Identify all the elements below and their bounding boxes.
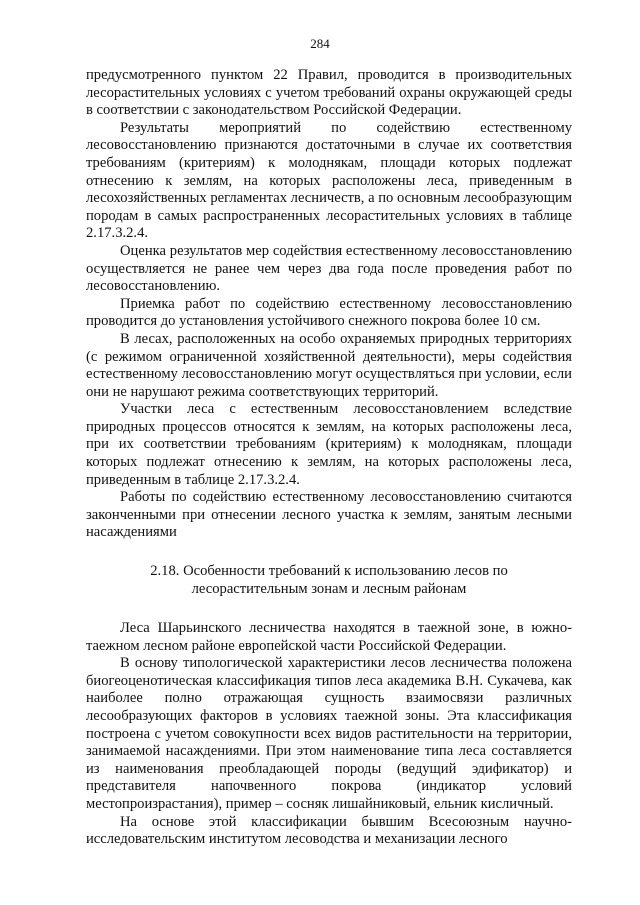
paragraph: Оценка результатов мер содействия естественному лесовосстановлению осуществляется не ранее чем через два года после проведения работ по лесовосстановлению. [86,242,572,295]
section-heading-line-2: лесорастительным зонам и лесным районам [191,581,467,598]
paragraph: Леса Шарьинского лесничества находятся в таежной зоне, в южно-таежном лесном районе европейской части Российской Федерации. [86,620,572,654]
paragraph: На основе этой классификации бывшим Всесоюзным научно-исследовательским институтом лесоводства и механизации лесного [86,813,572,848]
paragraph: В основу типологической характеристики лесов лесничества положена биогеоценотическая классификация типов леса академика В.Н. Сукачева, как наиболее полно отражающая сущность взаимосвязи различных лесообразующих факторов в условиях таежной зоны. Эта классификация построена с учетом совокупности всех видов растительности на территории, занимаемой насаждениями. При этом наименование типа леса составляется из наименования преобладающей породы (ведущий эдификатор) и представителя напочвенного покрова (индикатор условий местопроизрастания), пример – сосняк лишайниковый, ельник кисличный. [86,655,572,812]
page-number: 284 [310,36,330,51]
paragraph: Приемка работ по содействию естественному лесовосстановлению проводится до установления устойчивого снежного покрова более 10 см. [86,295,572,330]
paragraph: Участки леса с естественным лесовосстановлением вследствие природных процессов относятся к землям, на которых расположены леса, при их соответствии требованиям (критериям) к молоднякам, площади которых подлежат отнесению к землям, на которых расположены леса, приведенным в таблице 2.17.3.2.4. [86,401,572,488]
paragraph: Результаты мероприятий по содействию естественному лесовосстановлению признаются достаточными в случае их соответствия требованиям (критериям) к молоднякам, площади которых подлежат отнесению к землям, на которых расположены леса, приведенным в лесохозяйственных регламентах лесничеств, а по основным лесообразующим породам в самых распространенных лесорастительных условиях в таблице 2.17.3.2.4. [86,119,572,242]
section-heading-line-1: 2.18. Особенности требований к использованию лесов по [150,563,508,580]
paragraph: Работы по содействию естественному лесовосстановлению считаются законченными при отнесении лесного участка к землям, занятым лесными насаждениями [86,489,572,541]
paragraph-continuation: предусмотренного пунктом 22 Правил, проводится в производительных лесорастительных условиях с учетом требований охраны окружающей среды в соответствии с законодательством Российской Федерации. [86,67,572,119]
section-heading [86,562,572,598]
paragraph: В лесах, расположенных на особо охраняемых природных территориях (с режимом ограниченной хозяйственной деятельности), меры содействия естественному лесовосстановлению могут осуществляться при условии, если они не нарушают режима соответствующих территорий. [86,330,572,400]
document-body [86,67,572,849]
